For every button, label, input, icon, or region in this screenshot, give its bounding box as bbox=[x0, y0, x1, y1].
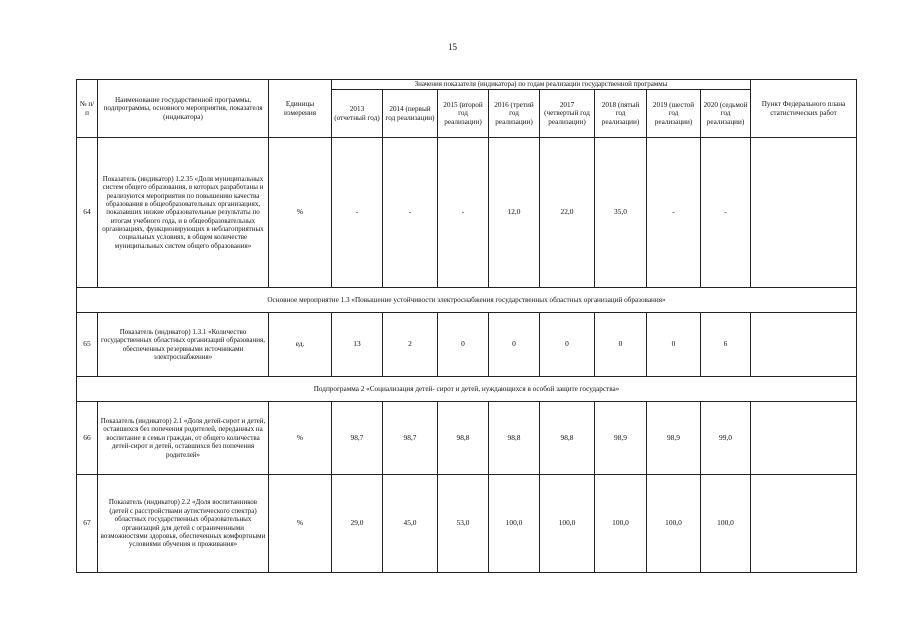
section-row bbox=[77, 288, 857, 313]
plan-cell bbox=[751, 138, 857, 288]
header-plan: Пункт Федерального плана статистических работ bbox=[751, 80, 857, 138]
value-cell: 6 bbox=[701, 313, 751, 377]
value-cell: 53,0 bbox=[438, 475, 489, 573]
value-cell: - bbox=[701, 138, 751, 288]
unit-cell: ед. bbox=[269, 313, 332, 377]
header-year: 2014 (первый год реализации) bbox=[383, 90, 438, 138]
value-cell: 98,7 bbox=[383, 402, 438, 475]
section-row bbox=[77, 377, 857, 402]
indicator-name: Показатель (индикатор) 2.2 «Доля воспитанников (детей с расстройствами аутистического спектра) областных государственных образовательных организаций для детей с ограниченными возможностями здоровья, обеспеченных комфортными условиями обучения и проживания» bbox=[98, 475, 269, 573]
unit-cell: % bbox=[269, 138, 332, 288]
page-number: 15 bbox=[448, 42, 457, 52]
value-cell: 0 bbox=[540, 313, 595, 377]
header-values-group: Значения показателя (индикатора) по годам реализации государственной программы bbox=[332, 80, 751, 90]
value-cell: 0 bbox=[647, 313, 701, 377]
value-cell: - bbox=[383, 138, 438, 288]
value-cell: - bbox=[332, 138, 383, 288]
unit-cell: % bbox=[269, 475, 332, 573]
value-cell: - bbox=[647, 138, 701, 288]
header-year: 2017 (четвертый год реализации) bbox=[540, 90, 595, 138]
plan-cell bbox=[751, 313, 857, 377]
indicator-name: Показатель (индикатор) 2.1 «Доля детей-сирот и детей, оставшихся без попечения родителей, переданных на воспитание в семьи граждан, от общего количества детей-сирот и детей, оставшихся без попечения родителей» bbox=[98, 402, 269, 475]
value-cell: 0 bbox=[595, 313, 647, 377]
plan-cell bbox=[751, 402, 857, 475]
value-cell: - bbox=[438, 138, 489, 288]
section-title: Основное мероприятие 1.3 «Повышение устойчивости электроснабжения государственных областных организаций образования» bbox=[77, 288, 857, 313]
plan-cell bbox=[751, 475, 857, 573]
header-unit: Единицы измерения bbox=[269, 80, 332, 138]
value-cell: 98,8 bbox=[489, 402, 540, 475]
value-cell: 98,8 bbox=[438, 402, 489, 475]
row-num: 65 bbox=[77, 313, 98, 377]
header-year: 2015 (второй год реализации) bbox=[438, 90, 489, 138]
row-num: 66 bbox=[77, 402, 98, 475]
row-num: 67 bbox=[77, 475, 98, 573]
value-cell: 98,7 bbox=[332, 402, 383, 475]
value-cell: 12,0 bbox=[489, 138, 540, 288]
value-cell: 100,0 bbox=[647, 475, 701, 573]
value-cell: 100,0 bbox=[540, 475, 595, 573]
value-cell: 98,9 bbox=[647, 402, 701, 475]
table-row bbox=[77, 313, 857, 377]
indicator-name: Показатель (индикатор) 1.2.35 «Доля муниципальных систем общего образования, в которых разработаны и реализуются мероприятия по повышению качества образования в общеобразовательных организациях, показавших низкие образовательные результаты по итогам учебного года, и в общеобразовательных организациях, функционирующих в неблагоприятных социальных условиях, в общем количестве муниципальных систем общего образования» bbox=[98, 138, 269, 288]
header-year: 2020 (седьмой год реализации) bbox=[701, 90, 751, 138]
value-cell: 45,0 bbox=[383, 475, 438, 573]
table-row bbox=[77, 138, 857, 288]
value-cell: 29,0 bbox=[332, 475, 383, 573]
header-year: 2016 (третий год реализации) bbox=[489, 90, 540, 138]
table-row bbox=[77, 402, 857, 475]
header-name: Наименование государственной программы, подпрограммы, основного мероприятия, показателя (индикатора) bbox=[98, 80, 269, 138]
value-cell: 100,0 bbox=[701, 475, 751, 573]
value-cell: 13 bbox=[332, 313, 383, 377]
header-num: № п/п bbox=[77, 80, 98, 138]
header-year: 2019 (шестой год реализации) bbox=[647, 90, 701, 138]
indicator-name: Показатель (индикатор) 1.3.1 «Количество государственных областных организаций образования, обеспеченных резервными источниками электроснабжения» bbox=[98, 313, 269, 377]
indicator-table bbox=[76, 79, 857, 573]
value-cell: 0 bbox=[438, 313, 489, 377]
value-cell: 99,0 bbox=[701, 402, 751, 475]
value-cell: 2 bbox=[383, 313, 438, 377]
value-cell: 98,8 bbox=[540, 402, 595, 475]
table-row bbox=[77, 475, 857, 573]
unit-cell: % bbox=[269, 402, 332, 475]
header-year: 2013 (отчетный год) bbox=[332, 90, 383, 138]
header-year: 2018 (пятый год реализации) bbox=[595, 90, 647, 138]
value-cell: 35,0 bbox=[595, 138, 647, 288]
section-title: Подпрограмма 2 «Социализация детей- сирот и детей, нуждающихся в особой защите государства» bbox=[77, 377, 857, 402]
value-cell: 22,0 bbox=[540, 138, 595, 288]
row-num: 64 bbox=[77, 138, 98, 288]
value-cell: 98,9 bbox=[595, 402, 647, 475]
value-cell: 100,0 bbox=[489, 475, 540, 573]
value-cell: 100,0 bbox=[595, 475, 647, 573]
value-cell: 0 bbox=[489, 313, 540, 377]
